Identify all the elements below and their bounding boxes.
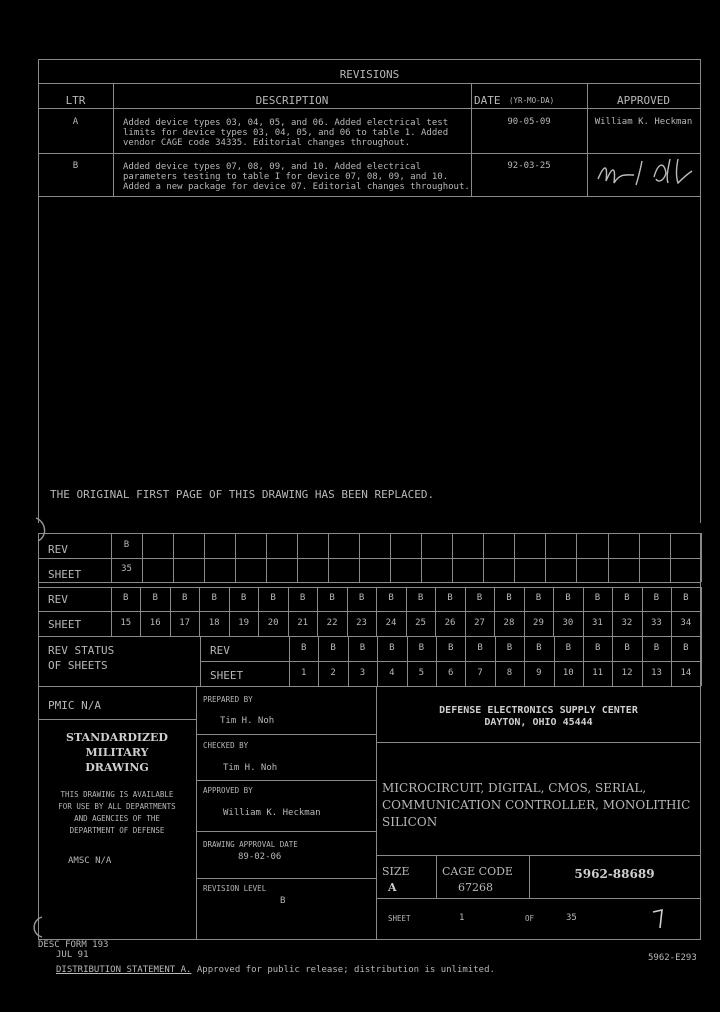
sheet-cell: 3 (359, 667, 366, 678)
sheet-cell: 15 (120, 617, 132, 628)
rev-cell: B (299, 593, 306, 603)
rev-cell: B (417, 593, 424, 603)
rev-cell: B (389, 642, 395, 653)
agency-name: DEFENSE ELECTRONICS SUPPLY CENTER DAYTON, OHIO 45444 (439, 705, 638, 728)
rev-cell: B (240, 593, 247, 603)
approved-by-label: APPROVED BY (203, 786, 253, 795)
rev-cell: B (476, 593, 483, 603)
cage-code-label: CAGE CODE (442, 865, 513, 878)
date-format-header: (YR-MO-DA) (509, 96, 555, 105)
rev-cell: B (506, 593, 512, 603)
of-value: 35 (566, 913, 577, 923)
handwritten-sheet-mark (650, 906, 670, 932)
sheet-cell: 29 (533, 617, 544, 628)
sheet-cell: 14 (680, 667, 692, 678)
rev-cell: B (388, 593, 394, 603)
rev-cell: B (683, 642, 689, 653)
sheet-cell: 17 (179, 617, 191, 628)
rev-cell: B (594, 642, 601, 653)
rev-cell: B (447, 593, 453, 603)
checked-by-value: Tim H. Noh (223, 763, 278, 773)
lower-rev-label: REV (210, 644, 230, 657)
sheet-cell: 13 (651, 667, 662, 678)
rev-cell: B (152, 593, 158, 603)
rev-cell: B (330, 642, 336, 653)
revisions-title: REVISIONS (339, 68, 400, 81)
prepared-by-value: Tim H. Noh (220, 716, 275, 726)
rev-cell: B (270, 593, 276, 603)
rev-cell: B (624, 642, 630, 653)
sheet-cell: 26 (444, 617, 456, 628)
mid-sheet-label: SHEET (48, 618, 82, 631)
sheet-label: SHEET (388, 914, 411, 923)
document-reference: 5962-E293 (648, 953, 697, 963)
sheet-cell: 24 (385, 617, 397, 628)
std-drawing-title: STANDARDIZED MILITARY DRAWING (66, 731, 168, 774)
rev-cell: B (624, 593, 630, 603)
description-header: DESCRIPTION (255, 94, 329, 107)
checked-by-label: CHECKED BY (203, 741, 249, 750)
sheet-cell: 2 (330, 667, 336, 678)
rev-status-label: REV STATUS (48, 644, 115, 657)
rev-cell: B (683, 593, 689, 603)
size-value: A (388, 881, 397, 894)
sheet-cell: 21 (297, 617, 309, 628)
rev-cell: B (123, 593, 129, 603)
replaced-notice: THE ORIGINAL FIRST PAGE OF THIS DRAWING HAS BEEN REPLACED. (50, 488, 435, 501)
sheet-cell: 34 (680, 617, 692, 628)
date-header: DATE (474, 94, 501, 107)
rev-cell: B (477, 642, 483, 653)
upper-rev-label: REV (48, 543, 68, 556)
revision-level-label: REVISION LEVEL (203, 884, 267, 893)
punch-hole-mark (26, 514, 52, 544)
sheet-cell: 6 (447, 667, 454, 678)
sheet-cell: 12 (621, 667, 633, 678)
drawing-title: MICROCIRCUIT, DIGITAL, CMOS, SERIAL, COMMUNICATION CONTROLLER, MONOLITHIC SILICON (382, 781, 691, 829)
rev-cell: B (358, 593, 365, 603)
of-sheets-label: OF SHEETS (48, 659, 108, 672)
sheet-cell: 32 (621, 617, 633, 628)
sheet-cell: 28 (503, 617, 515, 628)
prepared-by-label: PREPARED BY (203, 695, 253, 704)
sheet-cell: 4 (389, 667, 395, 678)
sheet-cell: 16 (149, 617, 161, 628)
sheet-cell: 30 (562, 617, 574, 628)
sheet-cell: 19 (238, 617, 250, 628)
amsc-label: AMSC N/A (68, 856, 112, 866)
approval-date-label: DRAWING APPROVAL DATE (203, 840, 298, 849)
sheet-cell: 8 (506, 667, 513, 678)
punch-hole-mark (28, 914, 54, 940)
rev-cell: B (329, 593, 335, 603)
rev-row-date: 92-03-25 (507, 161, 551, 171)
sheet-cell: 10 (562, 667, 574, 678)
pmic-label: PMIC N/A (48, 699, 101, 712)
sheet-cell: 31 (591, 617, 603, 628)
rev-cell: B (447, 642, 454, 653)
rev-cell: B (181, 593, 188, 603)
sheet-cell: 5 (418, 667, 424, 678)
approval-date-value: 89-02-06 (238, 852, 282, 862)
rev-row-approved: William K. Heckman (594, 117, 693, 127)
distribution-statement: DISTRIBUTION STATEMENT A. Approved for public release; distribution is unlimited. (56, 965, 495, 975)
ltr-header: LTR (65, 94, 86, 107)
drawing-number: 5962-88689 (574, 867, 655, 881)
rev-row-date: 90-05-09 (507, 117, 551, 127)
rev-cell: B (506, 642, 513, 653)
approved-by-value: William K. Heckman (223, 808, 321, 818)
sheet-cell: 27 (474, 617, 485, 628)
sheet-cell: 33 (650, 617, 662, 628)
rev-cell: B (653, 593, 660, 603)
of-label: OF (525, 914, 535, 923)
sheet-cell: 35 (121, 564, 132, 574)
revision-level-value: B (280, 896, 286, 906)
rev-cell: B (535, 593, 542, 603)
sheet-cell: 18 (208, 617, 220, 628)
rev-cell: B (594, 593, 601, 603)
cage-code-value: 67268 (458, 881, 493, 894)
rev-cell: B (211, 593, 217, 603)
sheet-cell: 22 (326, 617, 338, 628)
approver-signature (594, 153, 698, 193)
rev-cell: B (565, 593, 571, 603)
availability-notice: THIS DRAWING IS AVAILABLE FOR USE BY ALL DEPARTMENTS AND AGENCIES OF THE DEPARTMENT OF DEFENSE (58, 790, 176, 835)
rev-cell: B (536, 642, 542, 653)
rev-cell: B (123, 539, 130, 550)
rev-cell: B (565, 642, 571, 653)
rev-cell: B (653, 642, 660, 653)
mid-rev-label: REV (48, 593, 68, 606)
sheet-cell: 25 (415, 617, 426, 628)
rev-row-ltr: B (72, 161, 79, 171)
rev-row-description: Added device types 07, 08, 09, and 10. Added electrical parameters testing to table I for device 07, 08, 09, and 10. Added a new package for device 07. Editorial changes throughout. (123, 162, 470, 192)
form-number: DESC FORM 193 JUL 91 (38, 940, 109, 960)
sheet-cell: 23 (356, 617, 367, 628)
size-label: SIZE (382, 865, 410, 878)
rev-cell: B (359, 642, 366, 653)
sheet-cell: 7 (477, 667, 483, 678)
rev-cell: B (418, 642, 424, 653)
sheet-cell: 1 (300, 667, 307, 678)
rev-row-description: Added device types 03, 04, 05, and 06. Added electrical test limits for device types 03, 04, 05, and 06 to table 1. Added vendor CAGE code 34335. Editorial changes throughout. (123, 118, 449, 148)
sheet-cell: 9 (536, 667, 542, 678)
rev-row-ltr: A (72, 117, 79, 127)
sheet-cell: 11 (592, 667, 604, 678)
sheet-value: 1 (459, 913, 465, 923)
sheet-cell: 20 (267, 617, 279, 628)
lower-sheet-label: SHEET (210, 669, 244, 682)
upper-sheet-label: SHEET (48, 568, 82, 581)
approved-header: APPROVED (617, 94, 670, 107)
rev-cell: B (300, 642, 307, 653)
